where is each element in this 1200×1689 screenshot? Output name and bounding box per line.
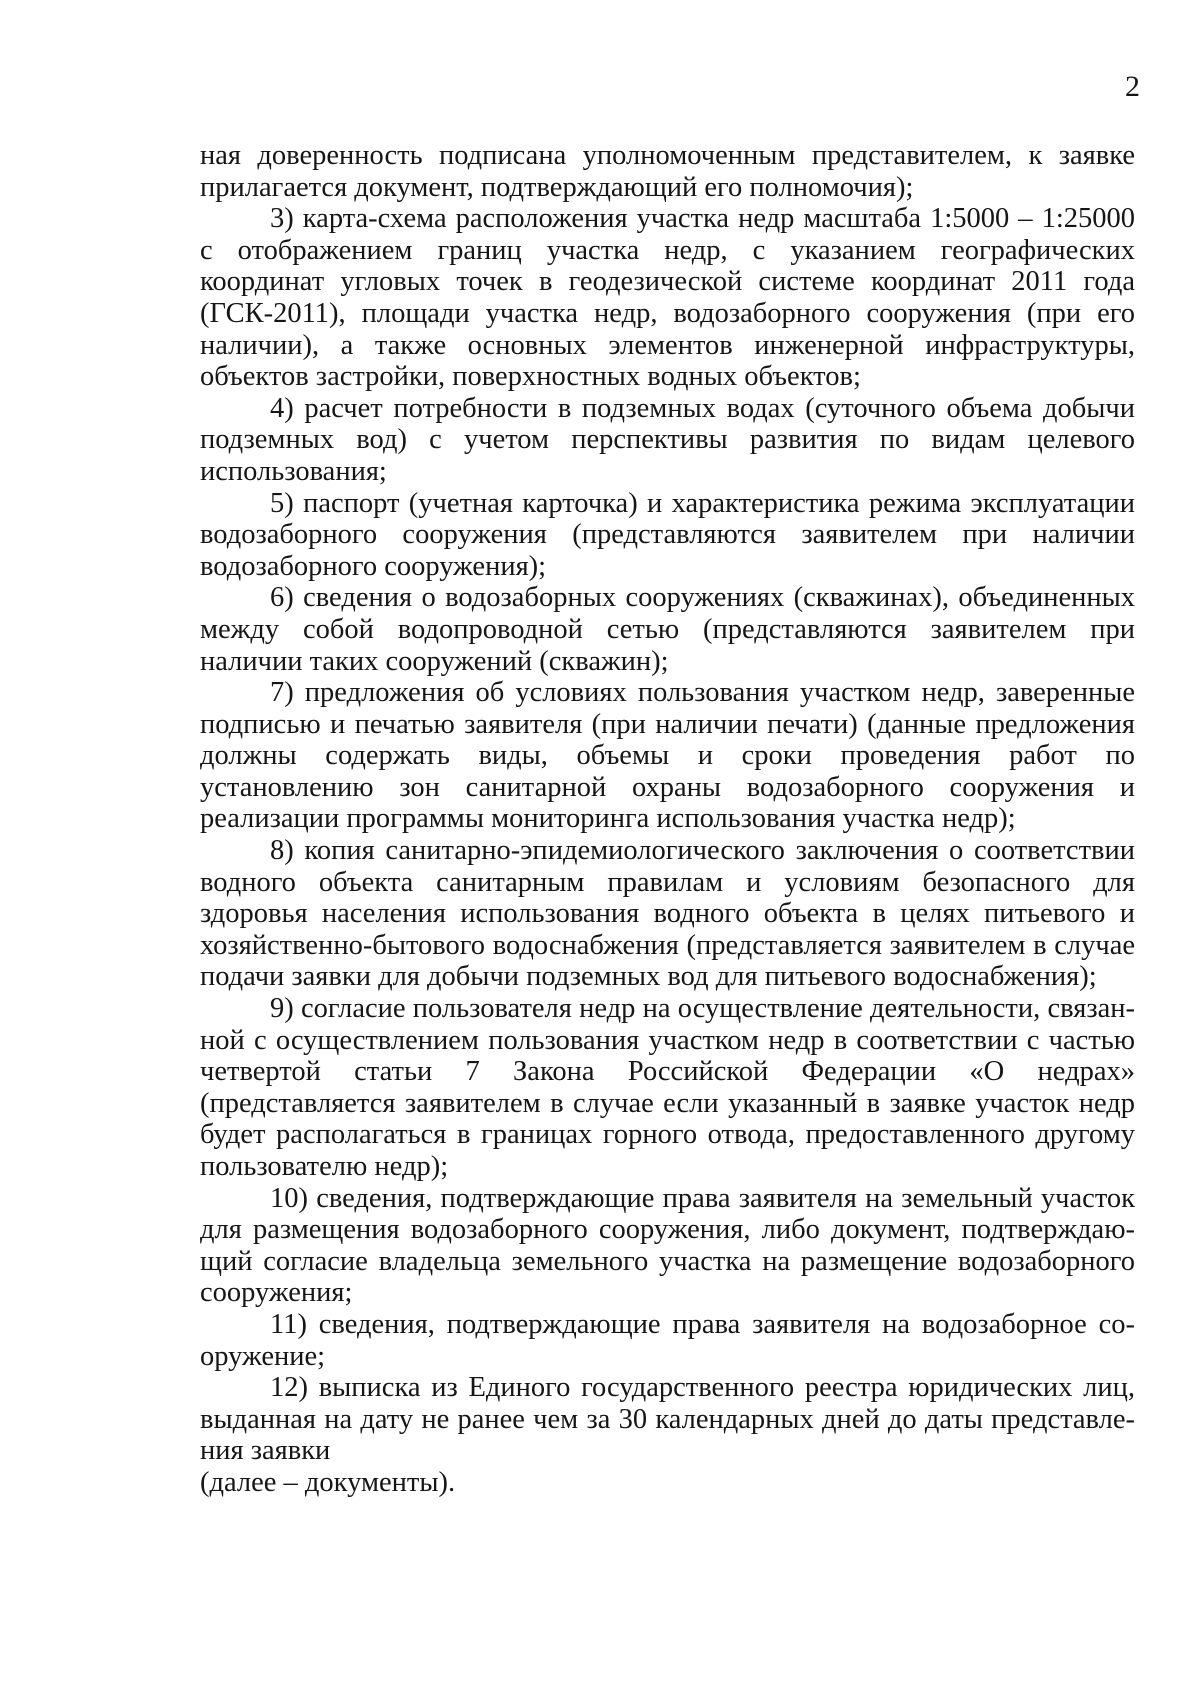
list-item-12: 12) выписка из Единого государственного реестра юридических лиц, выданная на дату не ранее чем за 30 календарных дней до даты представления заявки — [200, 1372, 1135, 1467]
paragraph-continuation: ная доверенность подписана уполномоченным представителем, к заявке прилагается документ, подтверждающий его полномочия); — [200, 140, 1135, 203]
list-item-6: 6) сведения о водозаборных сооружениях (скважинах), объединенных между собой водопроводной сетью (представляются заявителем при наличии таких сооружений (скважин); — [200, 582, 1135, 677]
list-item-8: 8) копия санитарно-эпидемиологического заключения о соответствии водного объекта санитарным правилам и условиям безопасного для здоровья населения использования водного объекта в целях питьевого и хозяйственно-бытового водоснабжения (представляется заявителем в случае подачи заявки для добычи подземных вод для питьевого водоснабжения); — [200, 835, 1135, 993]
closing-line: (далее – документы). — [200, 1466, 456, 1498]
page-number: 2 — [1125, 70, 1140, 103]
list-item-11: 11) сведения, подтверждающие права заявителя на водозаборное сооружение; — [200, 1308, 1135, 1372]
list-item-5: 5) паспорт (учетная карточка) и характеристика режима эксплуатации водозаборного сооружения (представляются заявителем при наличии водозаборного сооружения); — [200, 487, 1135, 582]
list-item-7: 7) предложения об условиях пользования участком недр, заверенные подписью и печатью заявителя (при наличии печати) (данные предложения должны содержать виды, объемы и сроки проведения работ по установлению зон санитарной охраны водозаборного сооружения и реализации программы мониторинга использования участка недр); — [200, 677, 1135, 835]
list-item-9: 9) согласие пользователя недр на осуществление деятельности, связанной с осуществлением пользования участком недр в соответствии с частью четвертой статьи 7 Закона Российской Федерации «О недрах» (представляется заявителем в случае если указанный в заявке участок недр будет располагаться в границах горного отвода, предоставленного другому пользователю недр); — [200, 993, 1135, 1182]
document-body — [200, 140, 1135, 1499]
list-item-4: 4) расчет потребности в подземных водах (суточного объема добычи подземных вод) с учетом перспективы развития по видам целевого использования; — [200, 392, 1135, 487]
list-item-10: 10) сведения, подтверждающие права заявителя на земельный участок для размещения водозаборного сооружения, либо документ, подтверждающий согласие владельца земельного участка на размещение водозаборного сооружения; — [200, 1182, 1135, 1309]
list-item-3: 3) карта-схема расположения участка недр масштаба 1:5000 – 1:25000 с отображением границ участка недр, с указанием географических координат угловых точек в геодезической системе координат 2011 года (ГСК-2011), площади участка недр, водозаборного сооружения (при его наличии), а также основных элементов инженерной инфраструктуры, объектов застройки, поверхностных водных объектов; — [200, 203, 1135, 393]
